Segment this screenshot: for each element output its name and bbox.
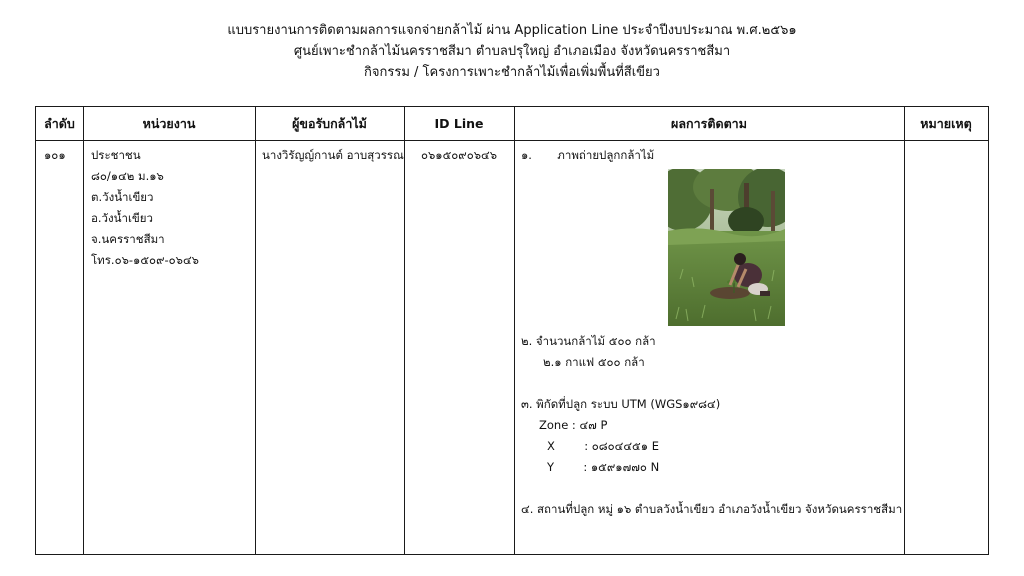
result-item-2-1: ๒.๑ กาแฟ ๕๐๐ กล้า bbox=[543, 355, 645, 369]
agency-line: ๘๐/๑๔๒ ม.๑๖ bbox=[91, 169, 164, 183]
woman-planting-seedling-photo bbox=[668, 169, 785, 326]
result-item-4: ๔. สถานที่ปลูก หมู่ ๑๖ ตำบลวังน้ำเขียว อำเภอวังน้ำเขียว จังหวัดนครราชสีมา bbox=[521, 502, 903, 516]
utm-y-label: Y bbox=[547, 460, 555, 474]
utm-y bbox=[547, 457, 659, 478]
report-organization: ศูนย์เพาะชำกล้าไม้นครราชสีมา ตำบลปรุใหญ่ อำเภอเมือง จังหวัดนครราชสีมา bbox=[293, 44, 731, 59]
column-header-agency: หน่วยงาน bbox=[142, 116, 196, 131]
result-item-1-number: ๑. bbox=[521, 148, 532, 162]
result-item-2: ๒. จำนวนกล้าไม้ ๕๐๐ กล้า bbox=[521, 334, 656, 348]
column-divider bbox=[514, 107, 515, 554]
column-header-requester: ผู้ขอรับกล้าไม้ bbox=[292, 116, 367, 131]
result-item-1-label: ภาพถ่ายปลูกกล้าไม้ bbox=[557, 148, 655, 162]
utm-x bbox=[547, 436, 659, 457]
agency-line: อ.วังน้ำเขียว bbox=[91, 211, 153, 225]
planting-photo bbox=[668, 169, 785, 326]
column-divider bbox=[83, 107, 84, 554]
column-header-remark: หมายเหตุ bbox=[920, 116, 972, 131]
agency-cell bbox=[91, 145, 199, 271]
column-divider bbox=[404, 107, 405, 554]
column-header-result: ผลการติดตาม bbox=[671, 116, 747, 131]
agency-line: ประชาชน bbox=[91, 148, 141, 162]
utm-y-value: : ๑๕๙๑๗๗๐ N bbox=[583, 460, 660, 474]
column-header-id-line: ID Line bbox=[434, 116, 484, 131]
agency-line: จ.นครราชสีมา bbox=[91, 232, 165, 246]
id-line-value: ๐๖๑๕๐๙๐๖๔๖ bbox=[420, 148, 498, 162]
row-number: ๑๐๑ bbox=[44, 148, 66, 162]
header-row-divider bbox=[36, 140, 988, 141]
agency-line: ต.วังน้ำเขียว bbox=[91, 190, 154, 204]
report-header bbox=[0, 20, 1024, 83]
utm-x-label: X bbox=[547, 439, 555, 453]
report-title: แบบรายงานการติดตามผลการแจกจ่ายกล้าไม้ ผ่าน Application Line ประจำปีงบประมาณ พ.ศ.๒๕๖๑ bbox=[227, 23, 797, 38]
requester-name: นางวิรัญญ์กานต์ อาบสุวรรณ bbox=[262, 148, 404, 162]
follow-up-table bbox=[35, 106, 989, 555]
result-item-1 bbox=[521, 145, 654, 166]
utm-x-value: : ๐๘๐๔๔๕๑ E bbox=[584, 439, 659, 453]
result-item-3: ๓. พิกัดที่ปลูก ระบบ UTM (WGS๑๙๘๔) bbox=[521, 397, 721, 411]
column-divider bbox=[904, 107, 905, 554]
column-header-number: ลำดับ bbox=[44, 116, 75, 131]
agency-line: โทร.๐๖-๑๕๐๙-๐๖๔๖ bbox=[91, 253, 199, 267]
column-divider bbox=[255, 107, 256, 554]
report-activity: กิจกรรม / โครงการเพาะชำกล้าไม้เพื่อเพิ่มพื้นที่สีเขียว bbox=[364, 65, 660, 80]
utm-zone: Zone : ๔๗ P bbox=[539, 418, 608, 432]
